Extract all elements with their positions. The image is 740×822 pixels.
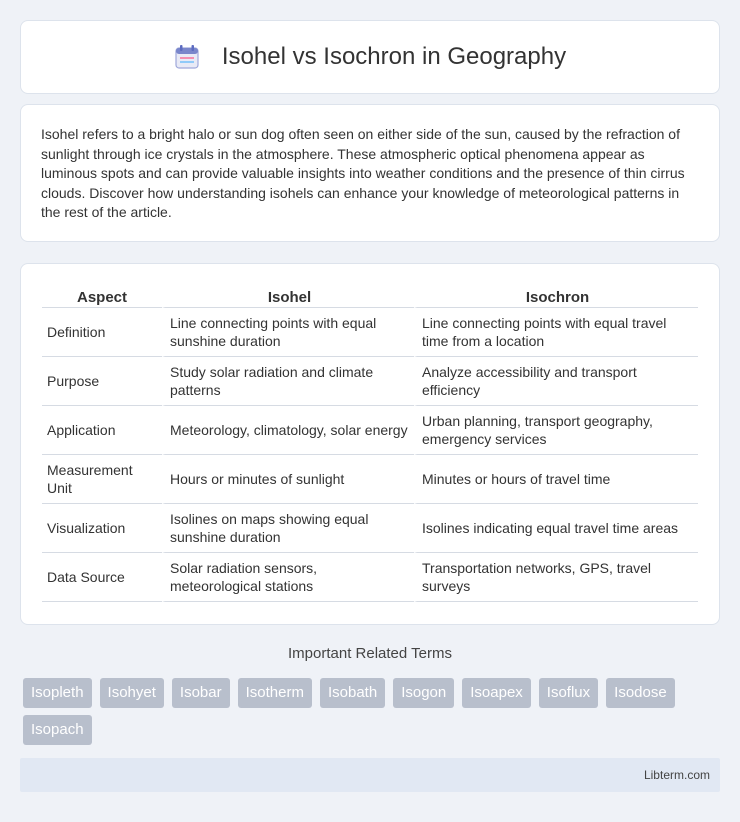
comparison-table — [42, 284, 698, 602]
related-term-tag[interactable]: Isoflux — [539, 678, 598, 708]
cell-isochron: Urban planning, transport geography, emergency services — [414, 406, 698, 455]
related-terms-title: Important Related Terms — [288, 645, 452, 662]
related-term-tag[interactable]: Isodose — [606, 678, 675, 708]
cell-aspect: Purpose — [42, 357, 162, 406]
header-isochron: Isochron — [414, 284, 698, 308]
cell-aspect: Visualization — [42, 504, 162, 553]
cell-isohel: Isolines on maps showing equal sunshine duration — [162, 504, 414, 553]
related-term-tag[interactable]: Isogon — [393, 678, 454, 708]
cell-isochron: Analyze accessibility and transport efficiency — [414, 357, 698, 406]
intro-text: Isohel refers to a bright halo or sun dog often seen on either side of the sun, caused by the refraction of sunlight through ice crystals in the atmosphere. These atmospheric optical phenomena appear as luminous spots and can provide valuable insights into weather conditions and the presence of thin cirrus clouds. Discover how understanding isohels can enhance your knowledge of meteorological patterns in the rest of the article. — [41, 126, 685, 220]
cell-isochron: Transportation networks, GPS, travel surveys — [414, 553, 698, 602]
cell-isohel: Line connecting points with equal sunshine duration — [162, 308, 414, 357]
calendar-icon — [174, 44, 200, 70]
footer — [20, 758, 720, 792]
table-header-row — [42, 284, 698, 308]
related-term-tag[interactable]: Isopleth — [23, 678, 92, 708]
header-isohel: Isohel — [162, 284, 414, 308]
table-row — [42, 308, 698, 357]
table-row — [42, 406, 698, 455]
cell-aspect: Data Source — [42, 553, 162, 602]
intro-card — [20, 104, 720, 242]
table-row — [42, 553, 698, 602]
cell-isohel: Study solar radiation and climate patterns — [162, 357, 414, 406]
footer-site-link[interactable]: Libterm.com — [643, 768, 710, 782]
title-card — [20, 20, 720, 94]
cell-isohel: Meteorology, climatology, solar energy — [162, 406, 414, 455]
cell-isochron: Line connecting points with equal travel time from a location — [414, 308, 698, 357]
related-term-tag[interactable]: Isobath — [320, 678, 385, 708]
cell-aspect: Measurement Unit — [42, 455, 162, 504]
table-row — [42, 504, 698, 553]
related-terms-list — [23, 678, 723, 752]
related-term-tag[interactable]: Isopach — [23, 715, 92, 745]
cell-isohel: Hours or minutes of sunlight — [162, 455, 414, 504]
related-term-tag[interactable]: Isohyet — [100, 678, 164, 708]
related-term-tag[interactable]: Isoapex — [462, 678, 531, 708]
related-term-tag[interactable]: Isotherm — [238, 678, 312, 708]
cell-isohel: Solar radiation sensors, meteorological stations — [162, 553, 414, 602]
table-row — [42, 357, 698, 406]
related-term-tag[interactable]: Isobar — [172, 678, 230, 708]
cell-isochron: Minutes or hours of travel time — [414, 455, 698, 504]
comparison-card — [20, 263, 720, 625]
page-title: Isohel vs Isochron in Geography — [221, 43, 567, 70]
cell-isochron: Isolines indicating equal travel time areas — [414, 504, 698, 553]
cell-aspect: Definition — [42, 308, 162, 357]
table-row — [42, 455, 698, 504]
header-aspect: Aspect — [42, 284, 162, 308]
cell-aspect: Application — [42, 406, 162, 455]
